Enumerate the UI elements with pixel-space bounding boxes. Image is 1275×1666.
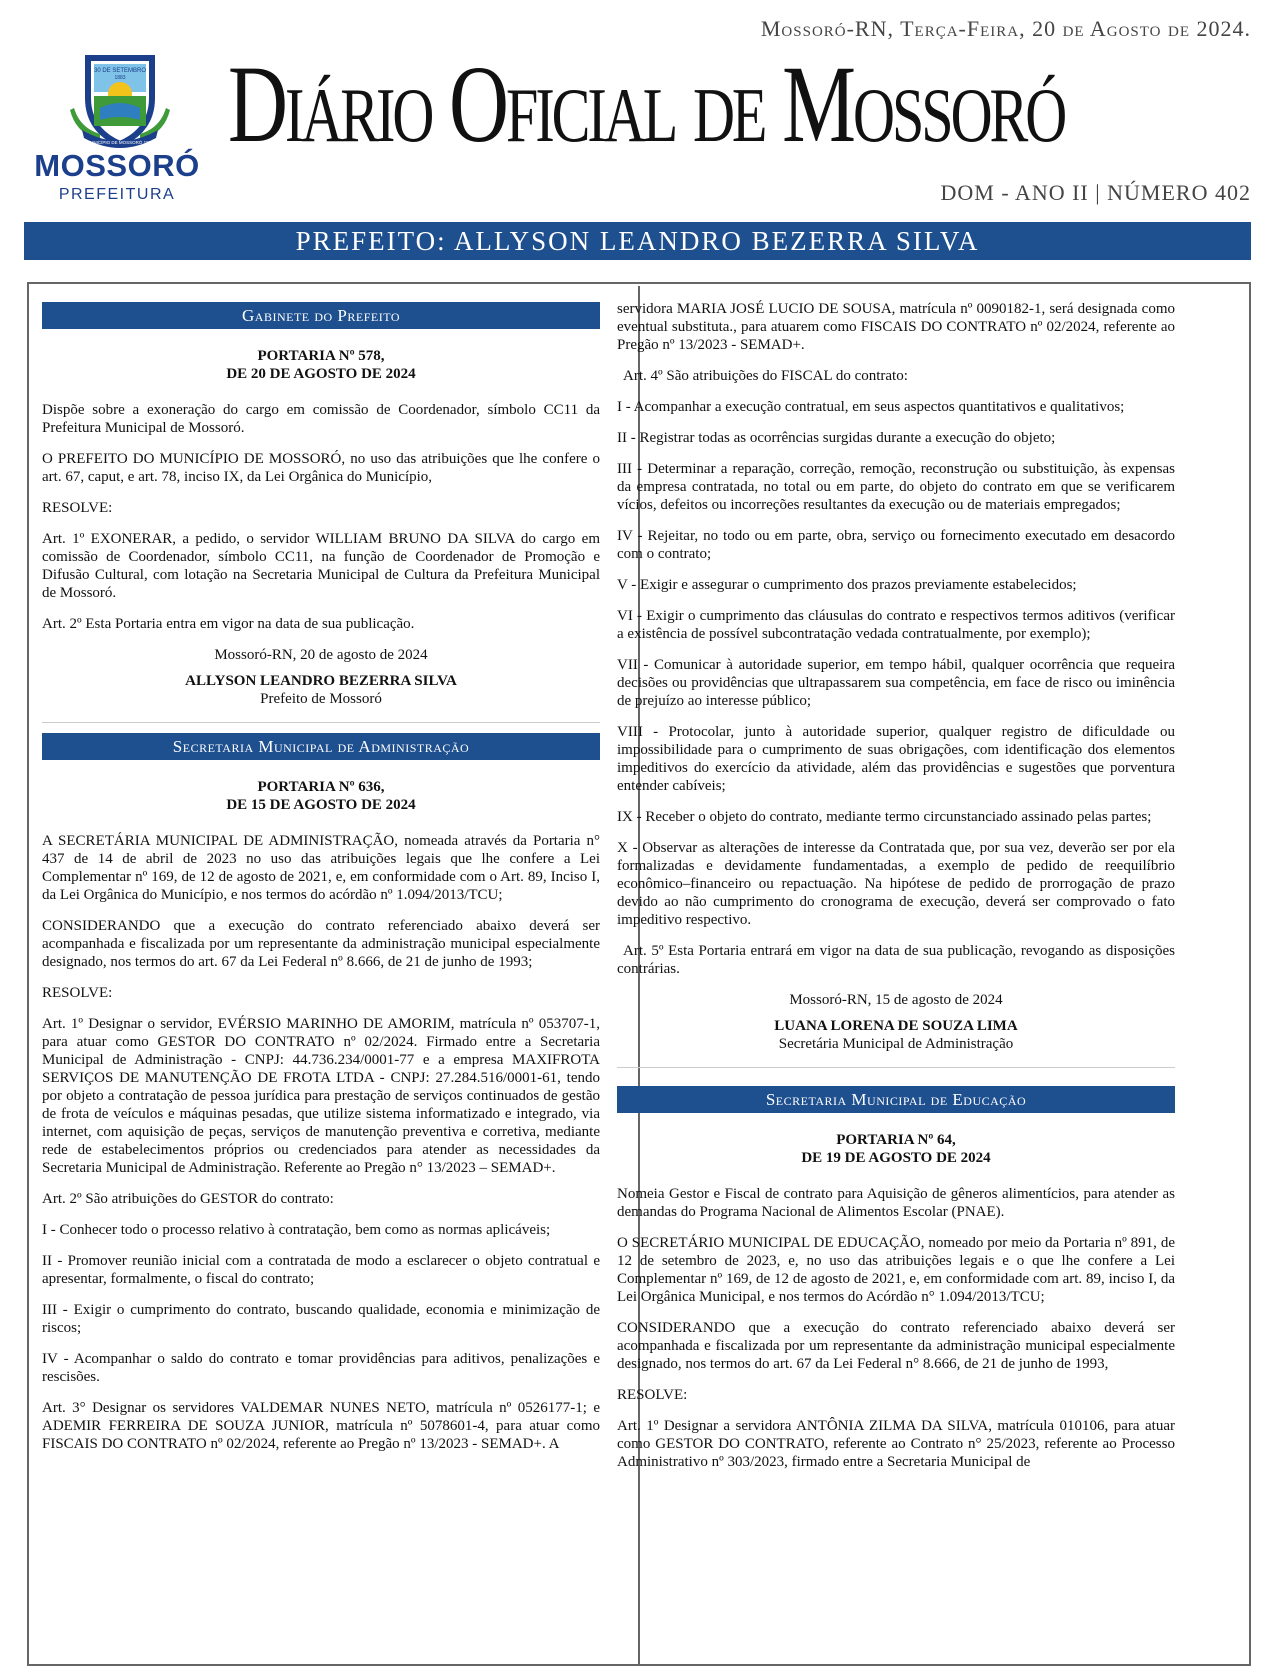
paragraph: Art. 1º Designar a servidora ANTÔNIA ZILMA DA SILVA, matrícula 010106, para atuar como GESTOR DO CONTRATO, referente ao Contrato n° 25/2023, referente ao Processo Administrativo nº 303/2023, firmado entre a Secretaria Municipal de (617, 1418, 1175, 1470)
left-column (42, 302, 600, 1466)
paragraph: O PREFEITO DO MUNICÍPIO DE MOSSORÓ, no uso das atribuições que lhe confere o art. 67, caput, e art. 78, inciso IX, da Lei Orgânica do Município, (42, 451, 600, 485)
content-frame (27, 282, 1251, 1666)
paragraph: II - Registrar todas as ocorrências surgidas durante a execução do objeto; (617, 430, 1056, 446)
paragraph: IV - Acompanhar o saldo do contrato e tomar providências para aditivos, penalizações e rescisões. (42, 1351, 600, 1385)
masthead-title: Diário Oficial de Mossoró (228, 44, 1065, 165)
logo-subtitle: PREFEITURA (58, 186, 176, 203)
paragraph: VIII - Protocolar, junto à autoridade superior, qualquer registro de dificuldade ou impossibilidade para o cumprimento de suas obrigações, com identificação dos elementos impeditivos do exercício da atividade, além das providências e sugestões que porventura entender cabíveis; (617, 724, 1175, 794)
prefeitura-logo (22, 48, 207, 208)
seal-ribbon-text: MUNICÍPIO DE MOSSORÓ 1852 (86, 140, 154, 145)
paragraph: A SECRETÁRIA MUNICIPAL DE ADMINISTRAÇÃO, nomeada através da Portaria n° 437 de 14 de abril de 2023 no uso das atribuições legais que lhe confere a Lei Complementar nº 169, de 12 de agosto de 2021, e, em conformidade com o Art. 89, Inciso I, da Lei Orgânica do Município, e nos termos do acórdão nº 1.094/2013/TCU; (42, 833, 600, 903)
mayor-bar: PREFEITO: ALLYSON LEANDRO BEZERRA SILVA (24, 222, 1251, 260)
paragraph: CONSIDERANDO que a execução do contrato referenciado abaixo deverá ser acompanhada e fiscalizada por um representante da administração municipal especialmente designado, nos termos do art. 67 da Lei Federal nº 8.666, de 21 de junho de 1993; (42, 918, 600, 970)
section-header-gabinete: Gabinete do Prefeito (42, 302, 600, 329)
masthead (228, 44, 1258, 176)
paragraph: IV - Rejeitar, no todo ou em parte, obra, serviço ou fornecimento executado em desacordo com o contrato; (617, 528, 1175, 562)
portaria-title: PORTARIA Nº 578, (257, 348, 385, 364)
paragraph: RESOLVE: (42, 985, 113, 1001)
paragraph: X - Observar as alterações de interesse da Contratada que, por sua vez, deverão ser por ela formalizadas e devidamente fundamentadas, a exemplo de pedido de reequilíbrio econômico–financeiro ou repactuação. Na hipótese de pedido de prorrogação de prazo devido ao não cumprimento do cronograma de execução, deverá ser comprovado o fato impeditivo respectivo. (617, 840, 1175, 928)
paragraph: VI - Exigir o cumprimento das cláusulas do contrato e respectivos termos aditivos (verificar a existência de possível subcontratação vedada contratualmente, por exemplo); (617, 608, 1175, 642)
right-column (617, 300, 1175, 1484)
seal-year-text: 1883 (114, 75, 126, 81)
signer-name: LUANA LORENA DE SOUZA LIMA (774, 1018, 1018, 1034)
paragraph: Nomeia Gestor e Fiscal de contrato para Aquisição de gêneros alimentícios, para atender as demandas do Programa Nacional de Alimentos Escolar (PNAE). (617, 1186, 1175, 1220)
paragraph: VII - Comunicar à autoridade superior, em tempo hábil, qualquer ocorrência que requeira decisões ou providências que ultrapassarem sua competência, em face de risco ou iminência de prejuízo ao interesse público; (617, 657, 1175, 709)
paragraph: RESOLVE: (617, 1387, 688, 1403)
portaria-date: DE 19 DE AGOSTO DE 2024 (801, 1150, 991, 1166)
paragraph: Art. 1º EXONERAR, a pedido, o servidor WILLIAM BRUNO DA SILVA do cargo em comissão de Coordenador, símbolo CC11, na função de Coordenador de Promoção e Difusão Cultural, com lotação na Secretaria Municipal de Cultura da Prefeitura Municipal de Mossoró. (42, 531, 600, 601)
dateline: Mossoró-RN, Terça-Feira, 20 de Agosto de 2024. (760, 16, 1251, 41)
paragraph: Art. 3° Designar os servidores VALDEMAR NUNES NETO, matrícula nº 0526177-1; e ADEMIR FERREIRA DE SOUZA JUNIOR, matrícula nº 5078601-4, para atuar como FISCAIS DO CONTRATO nº 02/2024, referente ao Pregão nº 13/2023 - SEMAD+. A (42, 1400, 600, 1452)
signature-place: Mossoró-RN, 20 de agosto de 2024 (214, 647, 428, 663)
section-header-administracao: Secretaria Municipal de Administração (42, 733, 600, 760)
paragraph: III - Exigir o cumprimento do contrato, buscando qualidade, economia e minimização de riscos; (42, 1302, 600, 1336)
paragraph: Art. 2º Esta Portaria entra em vigor na data de sua publicação. (42, 616, 415, 632)
portaria-date: DE 20 DE AGOSTO DE 2024 (226, 366, 416, 382)
issue-number: DOM - ANO II | NÚMERO 402 (940, 180, 1251, 205)
paragraph: O SECRETÁRIO MUNICIPAL DE EDUCAÇÃO, nomeado por meio da Portaria nº 891, de 12 de setembro de 2023, e, no uso das atribuições legais e o que lhe confere a Lei Complementar nº 169, de 12 de agosto de 2021, e, em conformidade com art. 89, inciso I, da Lei Orgânica Municipal, e nos termos do Acórdão n° 1.094/2013/TCU; (617, 1235, 1175, 1305)
paragraph: I - Conhecer todo o processo relativo à contratação, bem como as normas aplicáveis; (42, 1222, 551, 1238)
logo-name: MOSSORÓ (34, 148, 200, 183)
signer-role: Prefeito de Mossoró (260, 691, 382, 707)
signature-place: Mossoró-RN, 15 de agosto de 2024 (789, 992, 1003, 1008)
paragraph: CONSIDERANDO que a execução do contrato referenciado abaixo deverá ser acompanhada e fiscalizada por um representante da administração municipal especialmente designado, nos termos do art. 67 da Lei Federal n° 8.666, de 21 de junho de 1993, (617, 1320, 1175, 1372)
portaria-title: PORTARIA Nº 636, (257, 779, 385, 795)
signer-name: ALLYSON LEANDRO BEZERRA SILVA (185, 673, 457, 689)
paragraph: servidora MARIA JOSÉ LUCIO DE SOUSA, matrícula nº 0090182-1, será designada como eventual substituta., para atuarem como FISCAIS DO CONTRATO nº 02/2024, referente ao Pregão nº 13/2023 - SEMAD+. (617, 301, 1175, 353)
paragraph: Dispõe sobre a exoneração do cargo em comissão de Coordenador, símbolo CC11 da Prefeitura Municipal de Mossoró. (42, 402, 600, 436)
paragraph: Art. 5º Esta Portaria entrará em vigor na data de sua publicação, revogando as disposições contrárias. (617, 943, 1175, 977)
paragraph: IX - Receber o objeto do contrato, mediante termo circunstanciado assinado pelas partes; (617, 809, 1152, 825)
paragraph: III - Determinar a reparação, correção, remoção, reconstrução ou substituição, às expensas da empresa contratada, no total ou em parte, do objeto do contrato em que se verificarem vícios, defeitos ou incorreções resultantes da execução ou de materiais empregados; (617, 461, 1175, 513)
section-rule (42, 722, 600, 723)
section-rule (617, 1067, 1175, 1068)
paragraph: RESOLVE: (42, 500, 113, 516)
paragraph: Art. 4º São atribuições do FISCAL do contrato: (623, 368, 908, 384)
municipal-seal-icon (70, 48, 170, 148)
portaria-title: PORTARIA Nº 64, (836, 1132, 956, 1148)
paragraph: I - Acompanhar a execução contratual, em seus aspectos quantitativos e qualitativos; (617, 399, 1125, 415)
seal-top-text: 30 DE SETEMBRO (93, 68, 147, 74)
portaria-date: DE 15 DE AGOSTO DE 2024 (226, 797, 416, 813)
paragraph: V - Exigir e assegurar o cumprimento dos prazos previamente estabelecidos; (617, 577, 1077, 593)
paragraph: Art. 2º São atribuições do GESTOR do contrato: (42, 1191, 334, 1207)
paragraph: II - Promover reunião inicial com a contratada de modo a esclarecer o objeto contratual e apresentar, formalmente, o fiscal do contrato; (42, 1253, 600, 1287)
paragraph: Art. 1º Designar o servidor, EVÉRSIO MARINHO DE AMORIM, matrícula nº 053707-1, para atuar como GESTOR DO CONTRATO nº 02/2024. Firmado entre a Secretaria Municipal de Administração - CNPJ: 44.736.234/0001-77 e a empresa MAXIFROTA SERVIÇOS DE MANUTENÇÃO DE FROTA LTDA - CNPJ: 27.284.516/0001-61, tendo por objeto a contratação de pessoa jurídica para prestação de serviços continuados de gestão de frota de veículos e máquinas pesadas, que utilize sistema informatizado e integrado, via internet, com aquisição de peças, serviços de manutenção preventiva e corretiva, mediante rede de estabelecimentos próprios ou credenciados para atender as necessidades da Secretaria Municipal de Administração. Referente ao Pregão n° 13/2023 – SEMAD+. (42, 1016, 600, 1176)
signer-role: Secretária Municipal de Administração (778, 1036, 1014, 1052)
section-header-educacao: Secretaria Municipal de Educação (617, 1086, 1175, 1113)
